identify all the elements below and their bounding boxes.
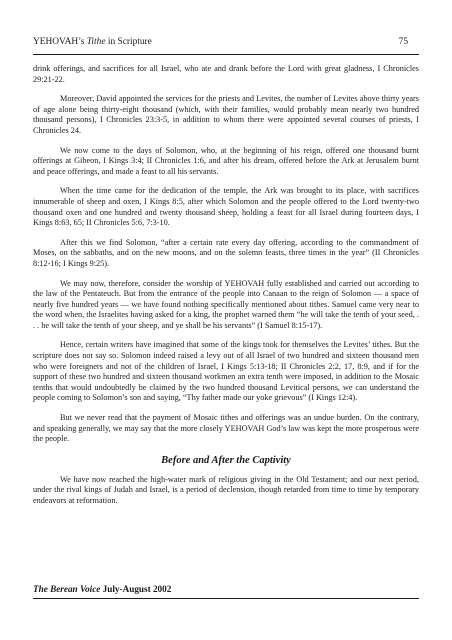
body-text — [33, 64, 419, 516]
paragraph: But we never read that the payment of Mosaic tithes and offerings was an undue burden. On the contrary, and speaking generally, we may say that the more closely YEHOVAH God’s law was kept the more prosperous were the people. — [33, 413, 419, 444]
paragraph: Hence, certain writers have imagined that some of the kings took for themselves the Levites’ tithes. But the scripture does not say so. Solomon indeed raised a levy out of all Israel of two hundred and sixteen thousand men who were foreigners and not of the children of Israel, I Kings 5:13-18; II Chronicles 2:2, 17, 8:9, and if for the support of these two hundred and sixteen thousand workmen an extra tenth were imposed, in addition to the Mosaic tenths that would undoubtedly be claimed by the two hundred thousand Levitical persons, we can understand the people coming to Solomon’s son and saying, “Thy father made our yoke grievous” (I Kings 12:4). — [33, 340, 419, 403]
header-title-suffix: in Scripture — [105, 37, 152, 47]
footer-publication-line — [33, 584, 171, 595]
footer-issue-date: July-August 2002 — [100, 584, 172, 594]
paragraph: When the time came for the dedication of the temple, the Ark was brought to its place, with sacrifices innumerable of sheep and oxen, I Kings 8:5, after which Solomon and the people offered to the Lord twenty-two thousand oxen and one hundred and twenty thousand sheep, holding a feast for all Israel during fourteen days, I Kings 8:63, 65; II Chronicles 5:6, 7:3-10. — [33, 186, 419, 228]
header-rule — [33, 54, 419, 55]
paragraph: After this we find Solomon, “after a certain rate every day offering, according to the commandment of Moses, on the sabbaths, and on the new moons, and on the solemn feasts, three times in the year” (II Chronicles 8:12-16; I Kings 9:25). — [33, 237, 419, 268]
header-title-prefix: YEHOVAH’s — [33, 37, 87, 47]
footer-rule — [33, 598, 419, 599]
running-header-title — [33, 36, 152, 48]
paragraph: We have now reached the high-water mark of religious giving in the Old Testament; and our next period, under the rival kings of Judah and Israel, is a period of declension, though retarded from time to time by temporary endeavors at reformation. — [33, 474, 419, 505]
footer-publication-name: The Berean Voice — [33, 584, 101, 594]
header-title-emphasis: Tithe — [86, 37, 106, 47]
paragraphs-after-heading — [33, 475, 419, 507]
paragraph: Moreover, David appointed the services for the priests and Levites, the number of Levites above thirty years of age alone being thirty-eight thousand (which, with their families, would probably mean nearly two hundred thousand persons), I Chronicles 23:3-5, in addition to whom there were appointed several courses of priests, I Chronicles 24. — [33, 94, 419, 135]
paragraph: drink offerings, and sacrifices for all Israel, who ate and drank before the Lord with great gladness, I Chronicles 29:21-22. — [33, 64, 419, 84]
page-number: 75 — [398, 37, 408, 47]
paragraph: We now come to the days of Solomon, who, at the beginning of his reign, offered one thousand burnt offerings at Gibeon, I Kings 3:4; II Chronicles 1:6, and after his dream, offered before the Ark at Jerusalem burnt and peace offerings, and made a feast to all his servants. — [33, 145, 419, 176]
section-heading: Before and After the Captivity — [161, 454, 291, 466]
paragraph: We may now, therefore, consider the worship of YEHOVAH fully established and carried out according to the law of the Pentateuch. But from the entrance of the people into Canaan to the reign of Solomon — a space of nearly five hundred years — we have found nothing specifically mentioned about tithes. Samuel came very near to the word when, the Israelites having asked for a king, the prophet warned them “he will take the tenth of your seed, . . . he will take the tenth of your sheep, and ye shall be his servants” (I Samuel 8:15-17). — [33, 278, 419, 330]
paragraphs-before-heading — [33, 64, 419, 445]
